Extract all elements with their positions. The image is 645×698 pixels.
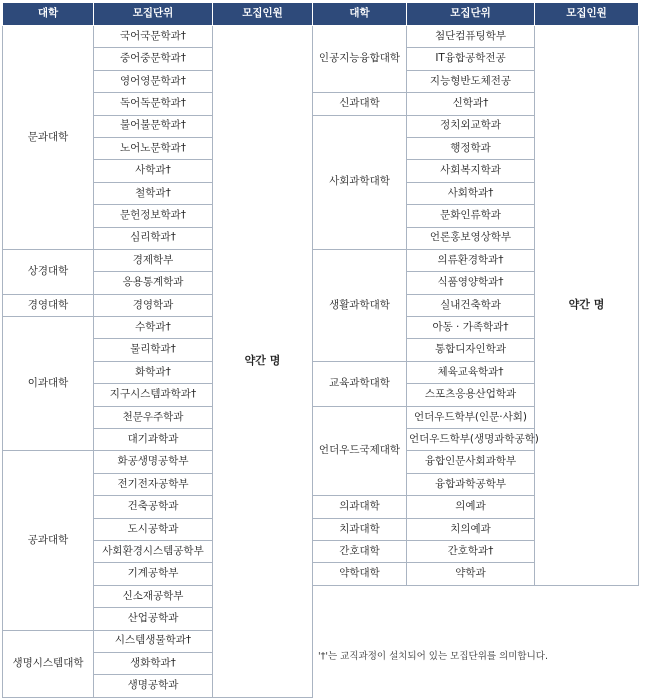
header-row — [3, 3, 313, 26]
unit-cell: 경제학부 — [94, 249, 213, 271]
unit-cell: 지능형반도체전공 — [407, 70, 535, 92]
college-cell: 치과대학 — [313, 518, 407, 540]
unit-cell: 치의예과 — [407, 518, 535, 540]
college-cell: 인공지능융합대학 — [313, 26, 407, 93]
unit-cell: 간호학과† — [407, 540, 535, 562]
table-row — [3, 26, 313, 48]
unit-cell: 화공생명공학부 — [94, 451, 213, 473]
unit-cell: 사회환경시스템공학부 — [94, 540, 213, 562]
unit-cell: 정치외교학과 — [407, 115, 535, 137]
header-unit: 모집단위 — [407, 3, 535, 26]
quota-cell: 약간 명 — [213, 26, 313, 698]
unit-cell: 아동 · 가족학과† — [407, 317, 535, 339]
unit-cell: 사회학과† — [407, 182, 535, 204]
table-row — [313, 26, 639, 48]
unit-cell: 문화인류학과 — [407, 205, 535, 227]
unit-cell: 사회복지학과 — [407, 160, 535, 182]
unit-cell: 중어중문학과† — [94, 48, 213, 70]
unit-cell: 도시공학과 — [94, 518, 213, 540]
unit-cell: 실내건축학과 — [407, 294, 535, 316]
unit-cell: 약학과 — [407, 563, 535, 585]
unit-cell: 언론홍보영상학부 — [407, 227, 535, 249]
college-cell: 간호대학 — [313, 540, 407, 562]
unit-cell: 통합디자인학과 — [407, 339, 535, 361]
unit-cell: 체육교육학과† — [407, 361, 535, 383]
unit-cell: 스포츠응용산업학과 — [407, 384, 535, 406]
unit-cell: 기계공학부 — [94, 563, 213, 585]
college-cell: 의과대학 — [313, 496, 407, 518]
unit-cell: 언더우드학부(생명과학공학) — [407, 429, 535, 451]
header-quota: 모집인원 — [213, 3, 313, 26]
header-college: 대학 — [3, 3, 94, 26]
college-cell: 사회과학대학 — [313, 115, 407, 249]
unit-cell: 경영학과 — [94, 294, 213, 316]
unit-cell: IT융합공학전공 — [407, 48, 535, 70]
header-unit: 모집단위 — [94, 3, 213, 26]
college-cell: 생명시스템대학 — [3, 630, 94, 697]
header-quota: 모집인원 — [535, 3, 639, 26]
unit-cell: 대기과학과 — [94, 429, 213, 451]
footnote: '†'는 교직과정이 설치되어 있는 모집단위를 의미합니다. — [318, 651, 548, 662]
unit-cell: 지구시스템과학과† — [94, 384, 213, 406]
unit-cell: 행정학과 — [407, 137, 535, 159]
unit-cell: 의예과 — [407, 496, 535, 518]
unit-cell: 사학과† — [94, 160, 213, 182]
unit-cell: 시스템생물학과† — [94, 630, 213, 652]
unit-cell: 첨단컴퓨팅학부 — [407, 26, 535, 48]
unit-cell: 신소재공학부 — [94, 585, 213, 607]
college-cell: 문과대학 — [3, 26, 94, 250]
unit-cell: 건축공학과 — [94, 496, 213, 518]
college-cell: 생활과학대학 — [313, 249, 407, 361]
unit-cell: 불어불문학과† — [94, 115, 213, 137]
unit-cell: 신학과† — [407, 93, 535, 115]
college-cell: 공과대학 — [3, 451, 94, 630]
unit-cell: 전기전자공학부 — [94, 473, 213, 495]
header-college: 대학 — [313, 3, 407, 26]
unit-cell: 화학과† — [94, 361, 213, 383]
unit-cell: 수학과† — [94, 317, 213, 339]
unit-cell: 생화학과† — [94, 652, 213, 674]
unit-cell: 응용통계학과 — [94, 272, 213, 294]
college-cell: 언더우드국제대학 — [313, 406, 407, 496]
unit-cell: 노어노문학과† — [94, 137, 213, 159]
unit-cell: 융합인문사회과학부 — [407, 451, 535, 473]
unit-cell: 생명공학과 — [94, 675, 213, 697]
unit-cell: 산업공학과 — [94, 608, 213, 630]
unit-cell: 물리학과† — [94, 339, 213, 361]
quota-cell: 약간 명 — [535, 26, 639, 586]
unit-cell: 융합과학공학부 — [407, 473, 535, 495]
admission-table-right — [312, 2, 639, 586]
unit-cell: 국어국문학과† — [94, 26, 213, 48]
college-cell: 교육과학대학 — [313, 361, 407, 406]
unit-cell: 독어독문학과† — [94, 93, 213, 115]
college-cell: 상경대학 — [3, 249, 94, 294]
header-row — [313, 3, 639, 26]
unit-cell: 영어영문학과† — [94, 70, 213, 92]
college-cell: 약학대학 — [313, 563, 407, 585]
college-cell: 신과대학 — [313, 93, 407, 115]
unit-cell: 철학과† — [94, 182, 213, 204]
unit-cell: 심리학과† — [94, 227, 213, 249]
unit-cell: 문헌정보학과† — [94, 205, 213, 227]
unit-cell: 의류환경학과† — [407, 249, 535, 271]
unit-cell: 식품영양학과† — [407, 272, 535, 294]
college-cell: 이과대학 — [3, 317, 94, 451]
unit-cell: 언더우드학부(인문·사회) — [407, 406, 535, 428]
unit-cell: 천문우주학과 — [94, 406, 213, 428]
admission-table-left — [2, 2, 313, 698]
college-cell: 경영대학 — [3, 294, 94, 316]
